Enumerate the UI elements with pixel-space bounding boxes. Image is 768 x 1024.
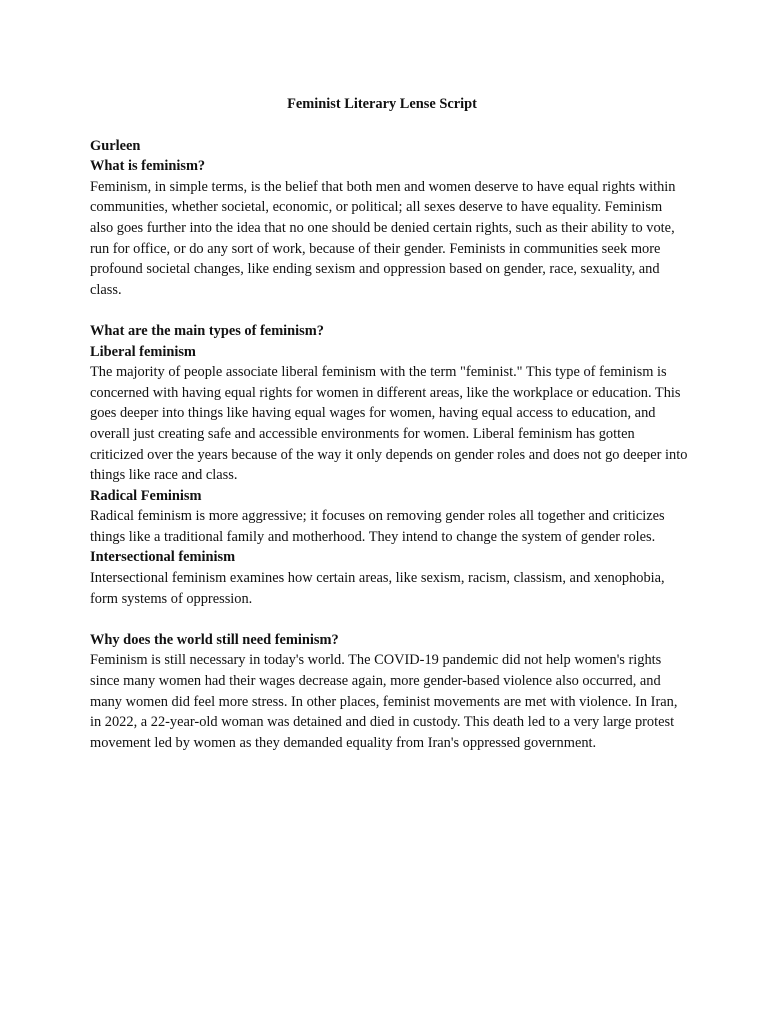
section-heading-why-still-need-feminism: Why does the world still need feminism?	[90, 631, 339, 648]
subsection-heading-intersectional-feminism: Intersectional feminism	[90, 549, 236, 566]
section-heading-types-of-feminism: What are the main types of feminism?	[90, 322, 324, 339]
paragraph-gap	[90, 300, 688, 321]
subsection-heading-liberal-feminism: Liberal feminism	[90, 343, 196, 360]
section-heading-what-is-feminism: What is feminism?	[90, 158, 206, 175]
section-body-what-is-feminism: Feminism, in simple terms, is the belief that both men and women deserve to have equal rights within communities, whether societal, economic, or political; all sexes deserve to have equality. Feminism also goes further into the idea that no one should be denied certain rights, such as their ability to vote, run for office, or do any sort of work, because of their gender. Feminists in communities seek more profound societal changes, like ending sexism and oppression based on gender, race, sexuality, and class.	[90, 178, 676, 298]
subsection-body-liberal-feminism: The majority of people associate liberal feminism with the term "feminist." This type of feminism is concerned with having equal rights for women in different areas, like the workplace or education. This goes deeper into things like having equal wages for women, having equal access to education, and overall just creating safe and accessible environments for women. Liberal feminism has gotten criticized over the years because of the way it only depends on gender roles and does not go deeper into things like race and class.	[90, 364, 688, 484]
subsection-heading-radical-feminism: Radical Feminism	[90, 487, 202, 504]
section-body-why-still-need-feminism: Feminism is still necessary in today's world. The COVID-19 pandemic did not help women's rights since many women had their wages decrease again, more gender-based violence also occurred, and many women did feel more stress. In other places, feminist movements are met with violence. In Iran, in 2022, a 22-year-old woman was detained and died in custody. This death led to a very large protest movement led by women as they demanded equality from Iran's oppressed government.	[90, 652, 678, 751]
subsection-body-radical-feminism: Radical feminism is more aggressive; it focuses on removing gender roles all together and criticizes things like a traditional family and motherhood. They intend to change the system of gender roles.	[90, 508, 665, 545]
paragraph-gap	[90, 609, 688, 630]
subsection-body-intersectional-feminism: Intersectional feminism examines how certain areas, like sexism, racism, classism, and xenophobia, form systems of oppression.	[90, 570, 665, 607]
author-name: Gurleen	[90, 137, 141, 154]
document-title: Feminist Literary Lense Script	[287, 96, 477, 112]
